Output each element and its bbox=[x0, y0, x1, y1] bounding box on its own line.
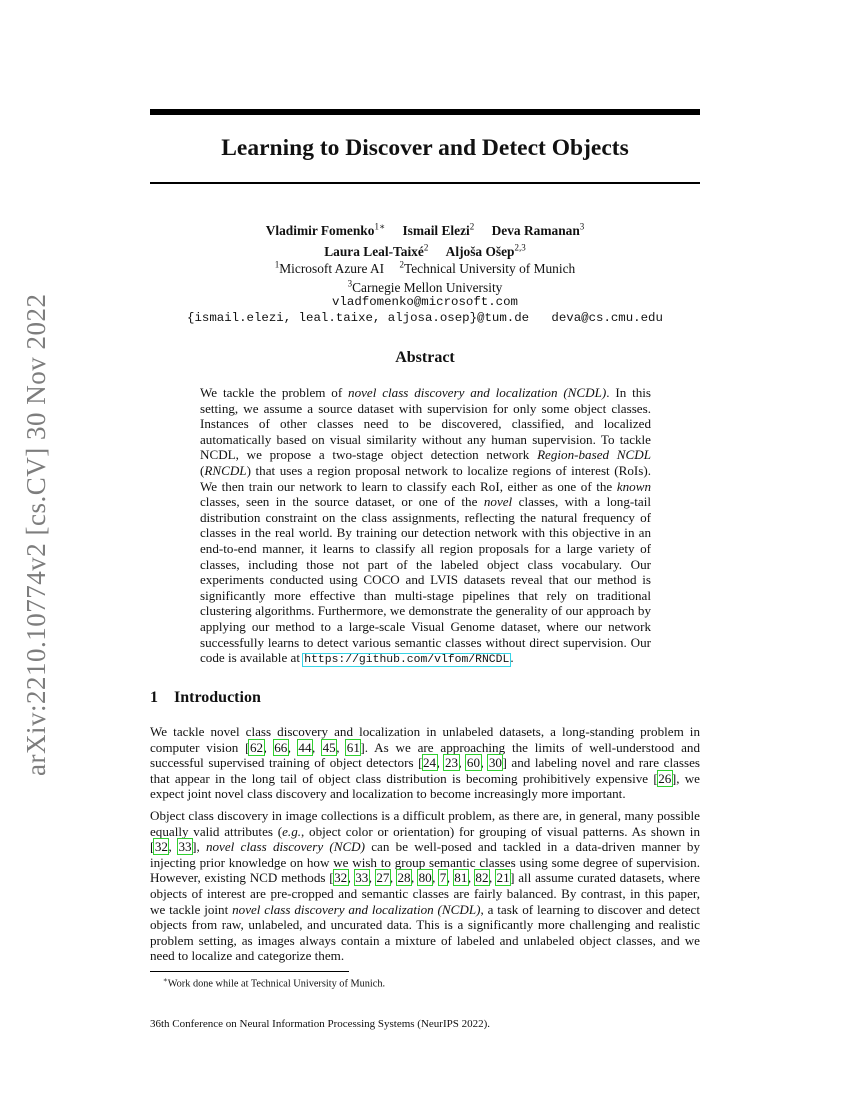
section-number: 1 bbox=[150, 689, 158, 706]
citation-link[interactable]: 21 bbox=[496, 870, 510, 886]
affiliation: $^3$Carnegie Mellon University bbox=[347, 278, 503, 296]
paper-title: Learning to Discover and Detect Objects bbox=[221, 135, 629, 161]
footnote bbox=[163, 974, 385, 990]
abstract-paragraph: We tackle the problem of novel class discovery and localization (NCDL). In this setting, we assume a source dataset with supervision for only some object classes. Instances of other classes need to be discovered, classified, and localized automatically based on visual similarity without any human supervision. To tackle NCDL, we propose a two-stage object detection network Region-based NCDL (RNCDL) that uses a region proposal network to localize regions of interest (RoIs). We then train our network to learn to classify each RoI, either as one of the known classes, seen in the source dataset, or one of the novel classes, with a long-tail distribution constraint on the class assignments, reflecting the natural frequency of classes in the real world. By training our detection network with this objective in an end-to-end manner, it learns to classify all region proposals for a large variety of classes, including those not part of the labeled object class vocabulary. Our experiments conducted using COCO and LVIS datasets reveal that our method is significantly more effective than multi-stage pipelines that rely on traditional clustering algorithms. Furthermore, we demonstrate the generality of our approach by applying our method to a large-scale Visual Genome dataset, where our network successfully learns to detect various semantic classes without direct supervision. Our code is available at https://github.com/vlfom/RNCDL. bbox=[200, 385, 651, 667]
author: Deva Ramanan$^3$ bbox=[491, 222, 585, 239]
citation-link[interactable]: 24 bbox=[423, 755, 437, 771]
footnote-rule bbox=[150, 971, 349, 972]
abstract-heading: Abstract bbox=[395, 349, 455, 366]
author: Aljoša Ošep$^{2,3}$ bbox=[445, 242, 526, 259]
citation-link[interactable]: 28 bbox=[397, 870, 411, 886]
arxiv-stamp: arXiv:2210.10774v2 [cs.CV] 30 Nov 2022 bbox=[21, 293, 51, 776]
intro-paragraph-2: Object class discovery in image collections is a difficult problem, as there are, in general, many possible equally valid attributes (e.g., object color or orientation) for grouping of visual patterns. As shown in [32, 33], novel class discovery (NCD) can be well-posed and tackled in a data-driven manner by injecting prior knowledge on how we wish to group semantic classes using some degree of supervision. However, existing NCD methods [32, 33, 27, 28, 80, 7, 81, 82, 21] all assume curated datasets, where objects of interest are pre-cropped and semantic classes are fairly balanced. By contrast, in this paper, we tackle joint novel class discovery and localization (NCDL), a task of learning to discover and detect objects from raw, unlabeled, and uncurated data. This is a significantly more challenging and realistic problem setting, as images always contain a mixture of labeled and unlabeled object classes, and we need to localize and categorize them. bbox=[150, 807, 701, 964]
citation-link[interactable]: 32 bbox=[154, 839, 168, 855]
citation-link[interactable]: 27 bbox=[376, 870, 390, 886]
intro-paragraph-1: We tackle novel class discovery and localization in unlabeled datasets, a long-standing problem in computer vision [62, 66, 44, 45, 61]. As we are approaching the limits of well-understood and successful supervised training of object detectors [24, 23, 60, 30] and labeling novel and rare classes that appear in the long tail of object class distribution is becoming prohibitively expensive [26], we expect joint novel class discovery and localization to become increasingly more important. bbox=[150, 724, 701, 802]
citation-link[interactable]: 81 bbox=[454, 870, 468, 886]
title-rule-top bbox=[150, 109, 700, 115]
email-block bbox=[150, 295, 700, 326]
citation-link[interactable]: 23 bbox=[444, 755, 459, 771]
citation-link[interactable]: 80 bbox=[418, 870, 432, 886]
citation-link[interactable]: 33 bbox=[178, 839, 192, 855]
citation-link[interactable]: 30 bbox=[488, 755, 502, 771]
footnote-text: Work done while at Technical University of Munich. bbox=[167, 978, 386, 990]
author-line-2 bbox=[150, 239, 700, 259]
footnote-mark: ∗ bbox=[163, 976, 168, 984]
citation-link[interactable]: 32 bbox=[334, 870, 348, 886]
citation-link[interactable]: 60 bbox=[466, 755, 480, 771]
affiliation: $^2$Technical University of Munich bbox=[399, 260, 576, 277]
citation-link[interactable]: 33 bbox=[355, 870, 369, 886]
affiliations bbox=[150, 258, 700, 296]
citation-link[interactable]: 44 bbox=[298, 739, 312, 755]
email-line: vladfomenko@microsoft.com bbox=[332, 295, 518, 309]
citation-link[interactable]: 66 bbox=[274, 739, 288, 755]
author: Ismail Elezi$^2$ bbox=[402, 222, 475, 239]
citation-link[interactable]: 26 bbox=[658, 770, 672, 786]
affiliation: $^1$Microsoft Azure AI bbox=[274, 260, 385, 277]
title-rule-bottom bbox=[150, 182, 700, 184]
citation-link[interactable]: 82 bbox=[475, 870, 489, 886]
code-link[interactable]: https://github.com/vlfom/RNCDL bbox=[304, 654, 510, 667]
introduction-body bbox=[150, 724, 700, 970]
author: Vladimir Fomenko$^{1∗}$ bbox=[265, 222, 386, 239]
section-heading-introduction bbox=[150, 689, 261, 707]
venue-footer: 36th Conference on Neural Information Processing Systems (NeurIPS 2022). bbox=[150, 1018, 491, 1030]
abstract-body bbox=[200, 385, 651, 669]
email-line: {ismail.elezi, leal.taixe, aljosa.osep}@tum.de deva@cs.cmu.edu bbox=[187, 310, 663, 325]
citation-link[interactable]: 61 bbox=[346, 739, 360, 755]
author-block bbox=[150, 219, 700, 260]
author: Laura Leal-Taixé$^2$ bbox=[324, 242, 429, 259]
citation-link[interactable]: 45 bbox=[322, 739, 336, 755]
section-title: Introduction bbox=[174, 689, 261, 706]
citation-link[interactable]: 62 bbox=[249, 739, 264, 755]
citation-link[interactable]: 7 bbox=[439, 870, 447, 886]
author-line-1 bbox=[150, 219, 700, 239]
